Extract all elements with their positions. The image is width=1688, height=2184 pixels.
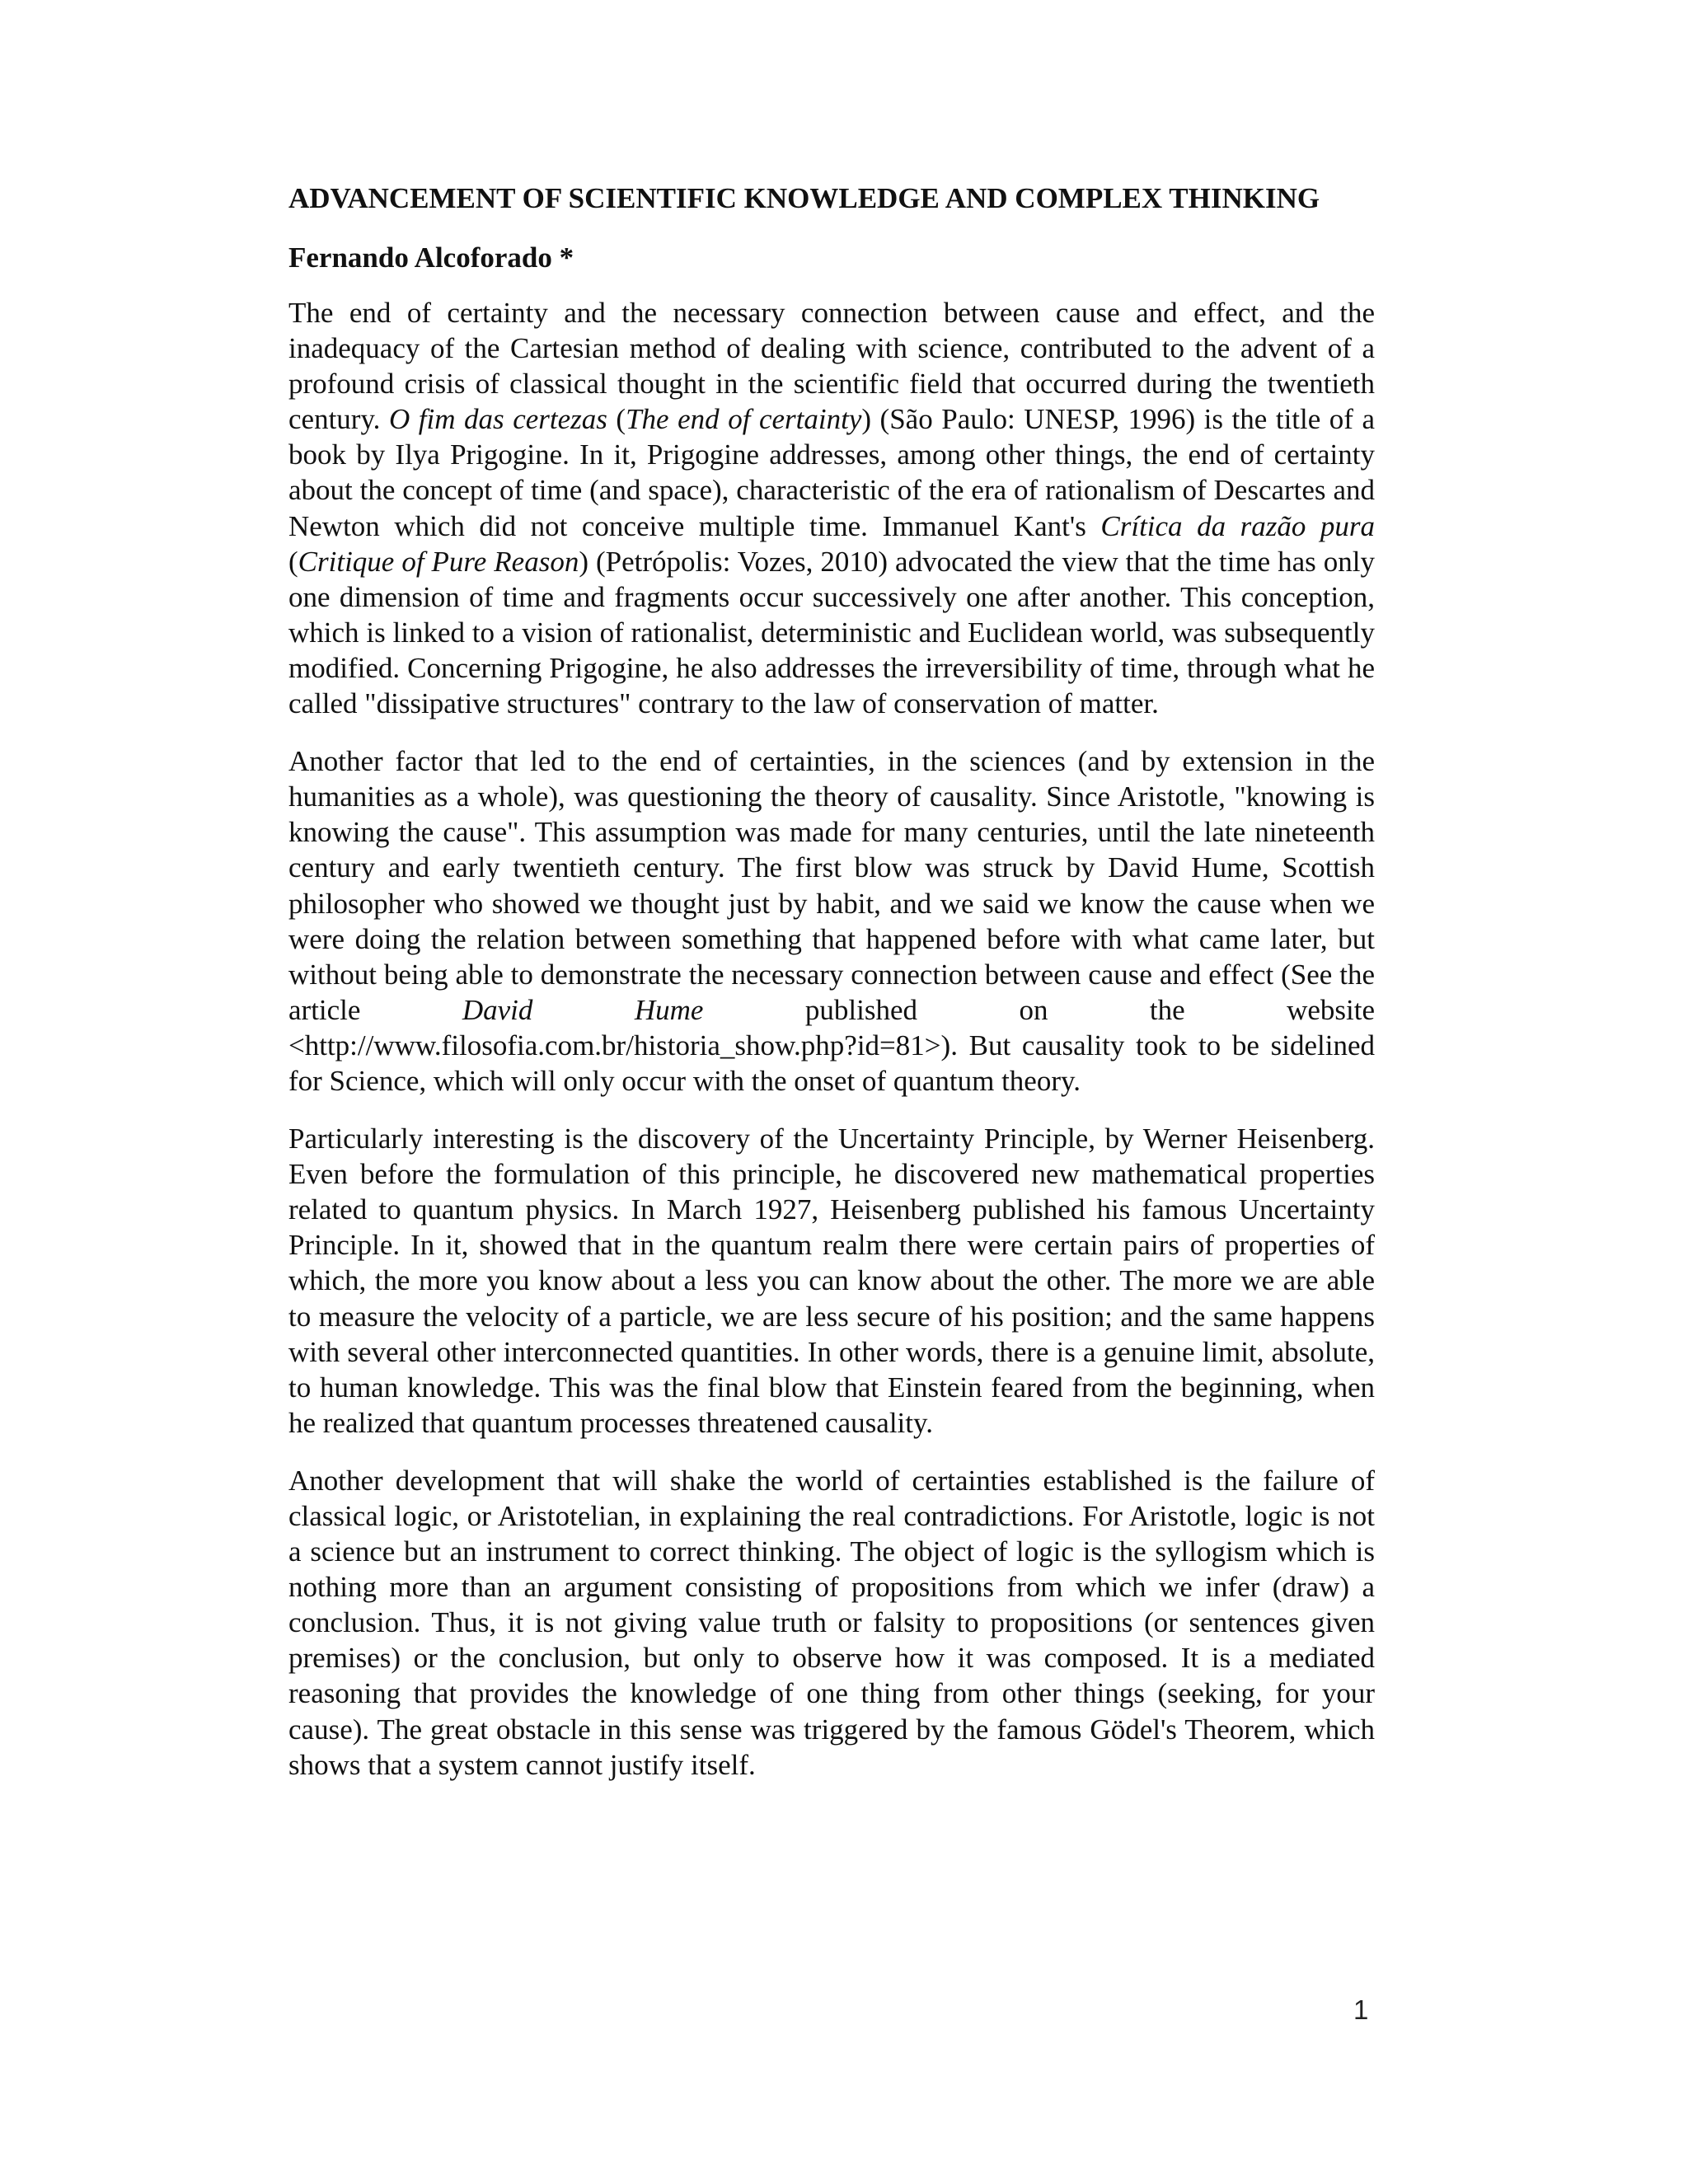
book-title-o-fim-das-certezas: O fim das certezas [388,403,607,436]
paragraph-2-text-a: Another factor that led to the end of certainties, in the sciences (and by extension in the humanities as a whole), was questioning the theory of causality. Since Aristotle, "knowing is knowing the cause". This assumption was made for many centuries, until the late nineteenth century and early twentieth century. The first blow was struck by David Hume, Scottish philosopher who showed we thought just by habit, and we said we know the cause when we were doing the relation between something that happened before with what came later, but without being able to demonstrate the necessary connection between cause and effect (See the article [288,745,1375,1026]
paragraph-2-text-b: published on the website <http://www.filosofia.com.br/historia_show.php?id=81>). But causality took to be sidelined for Science, which will only occur with the onset of quantum theory. [288,993,1376,1097]
paragraph-1-text-d: ( [288,545,298,578]
author-name: Fernando Alcoforado * [288,241,574,274]
article-title-david-hume: David Hume [462,993,704,1026]
book-title-critique-of-pure-reason: Critique of Pure Reason [298,545,579,578]
paragraph-1 [288,295,1375,721]
page-number: 1 [1353,1994,1369,2025]
paragraph-2 [288,743,1375,1099]
document-page [288,177,1375,1783]
paragraph-1-text-b: ( [607,403,626,436]
document-title: ADVANCEMENT OF SCIENTIFIC KNOWLEDGE AND COMPLEX THINKING [288,182,1320,214]
book-title-critica-da-razao-pura: Crítica da razão pura [1100,509,1375,542]
paragraph-4: Another development that will shake the world of certainties established is the failure of classical logic, or Aristotelian, in explaining the real contradictions. For Aristotle, logic is not a science but an instrument to correct thinking. The object of logic is the syllogism which is nothing more than an argument consisting of propositions from which we infer (draw) a conclusion. Thus, it is not giving value truth or falsity to propositions (or sentences given premises) or the conclusion, but only to observe how it was composed. It is a mediated reasoning that provides the knowledge of one thing from other things (seeking, for your cause). The great obstacle in this sense was triggered by the famous Gödel's Theorem, which shows that a system cannot justify itself. [288,1464,1375,1781]
book-title-the-end-of-certainty: The end of certainty [626,403,862,436]
paragraph-3: Particularly interesting is the discovery of the Uncertainty Principle, by Werner Heisenberg. Even before the formulation of this principle, he discovered new mathematical properties related to quantum physics. In March 1927, Heisenberg published his famous Uncertainty Principle. In it, showed that in the quantum realm there were certain pairs of properties of which, the more you know about a less you can know about the other. The more we are able to measure the velocity of a particle, we are less secure of his position; and the same happens with several other interconnected quantities. In other words, there is a genuine limit, absolute, to human knowledge. This was the final blow that Einstein feared from the beginning, when he realized that quantum processes threatened causality. [288,1122,1375,1439]
paragraph-1-text-e: ) (Petrópolis: Vozes, 2010) advocated the view that the time has only one dimension of time and fragments occur successively one after another. This conception, which is linked to a vision of rationalist, deterministic and Euclidean world, was subsequently modified. Concerning Prigogine, he also addresses the irreversibility of time, through what he called "dissipative structures" contrary to the law of conservation of matter. [288,545,1375,720]
paragraph-1-text-c: ) (São Paulo: UNESP, 1996) is the title of a book by Ilya Prigogine. In it, Prigogine addresses, among other things, the end of certainty about the concept of time (and space), characteristic of the era of rationalism of Descartes and Newton which did not conceive multiple time. Immanuel Kant's [288,403,1376,542]
paragraph-1-text-a: The end of certainty and the necessary connection between cause and effect, and the inadequacy of the Cartesian method of dealing with science, contributed to the advent of a profound crisis of classical thought in the scientific field that occurred during the twentieth century. [288,297,1375,436]
